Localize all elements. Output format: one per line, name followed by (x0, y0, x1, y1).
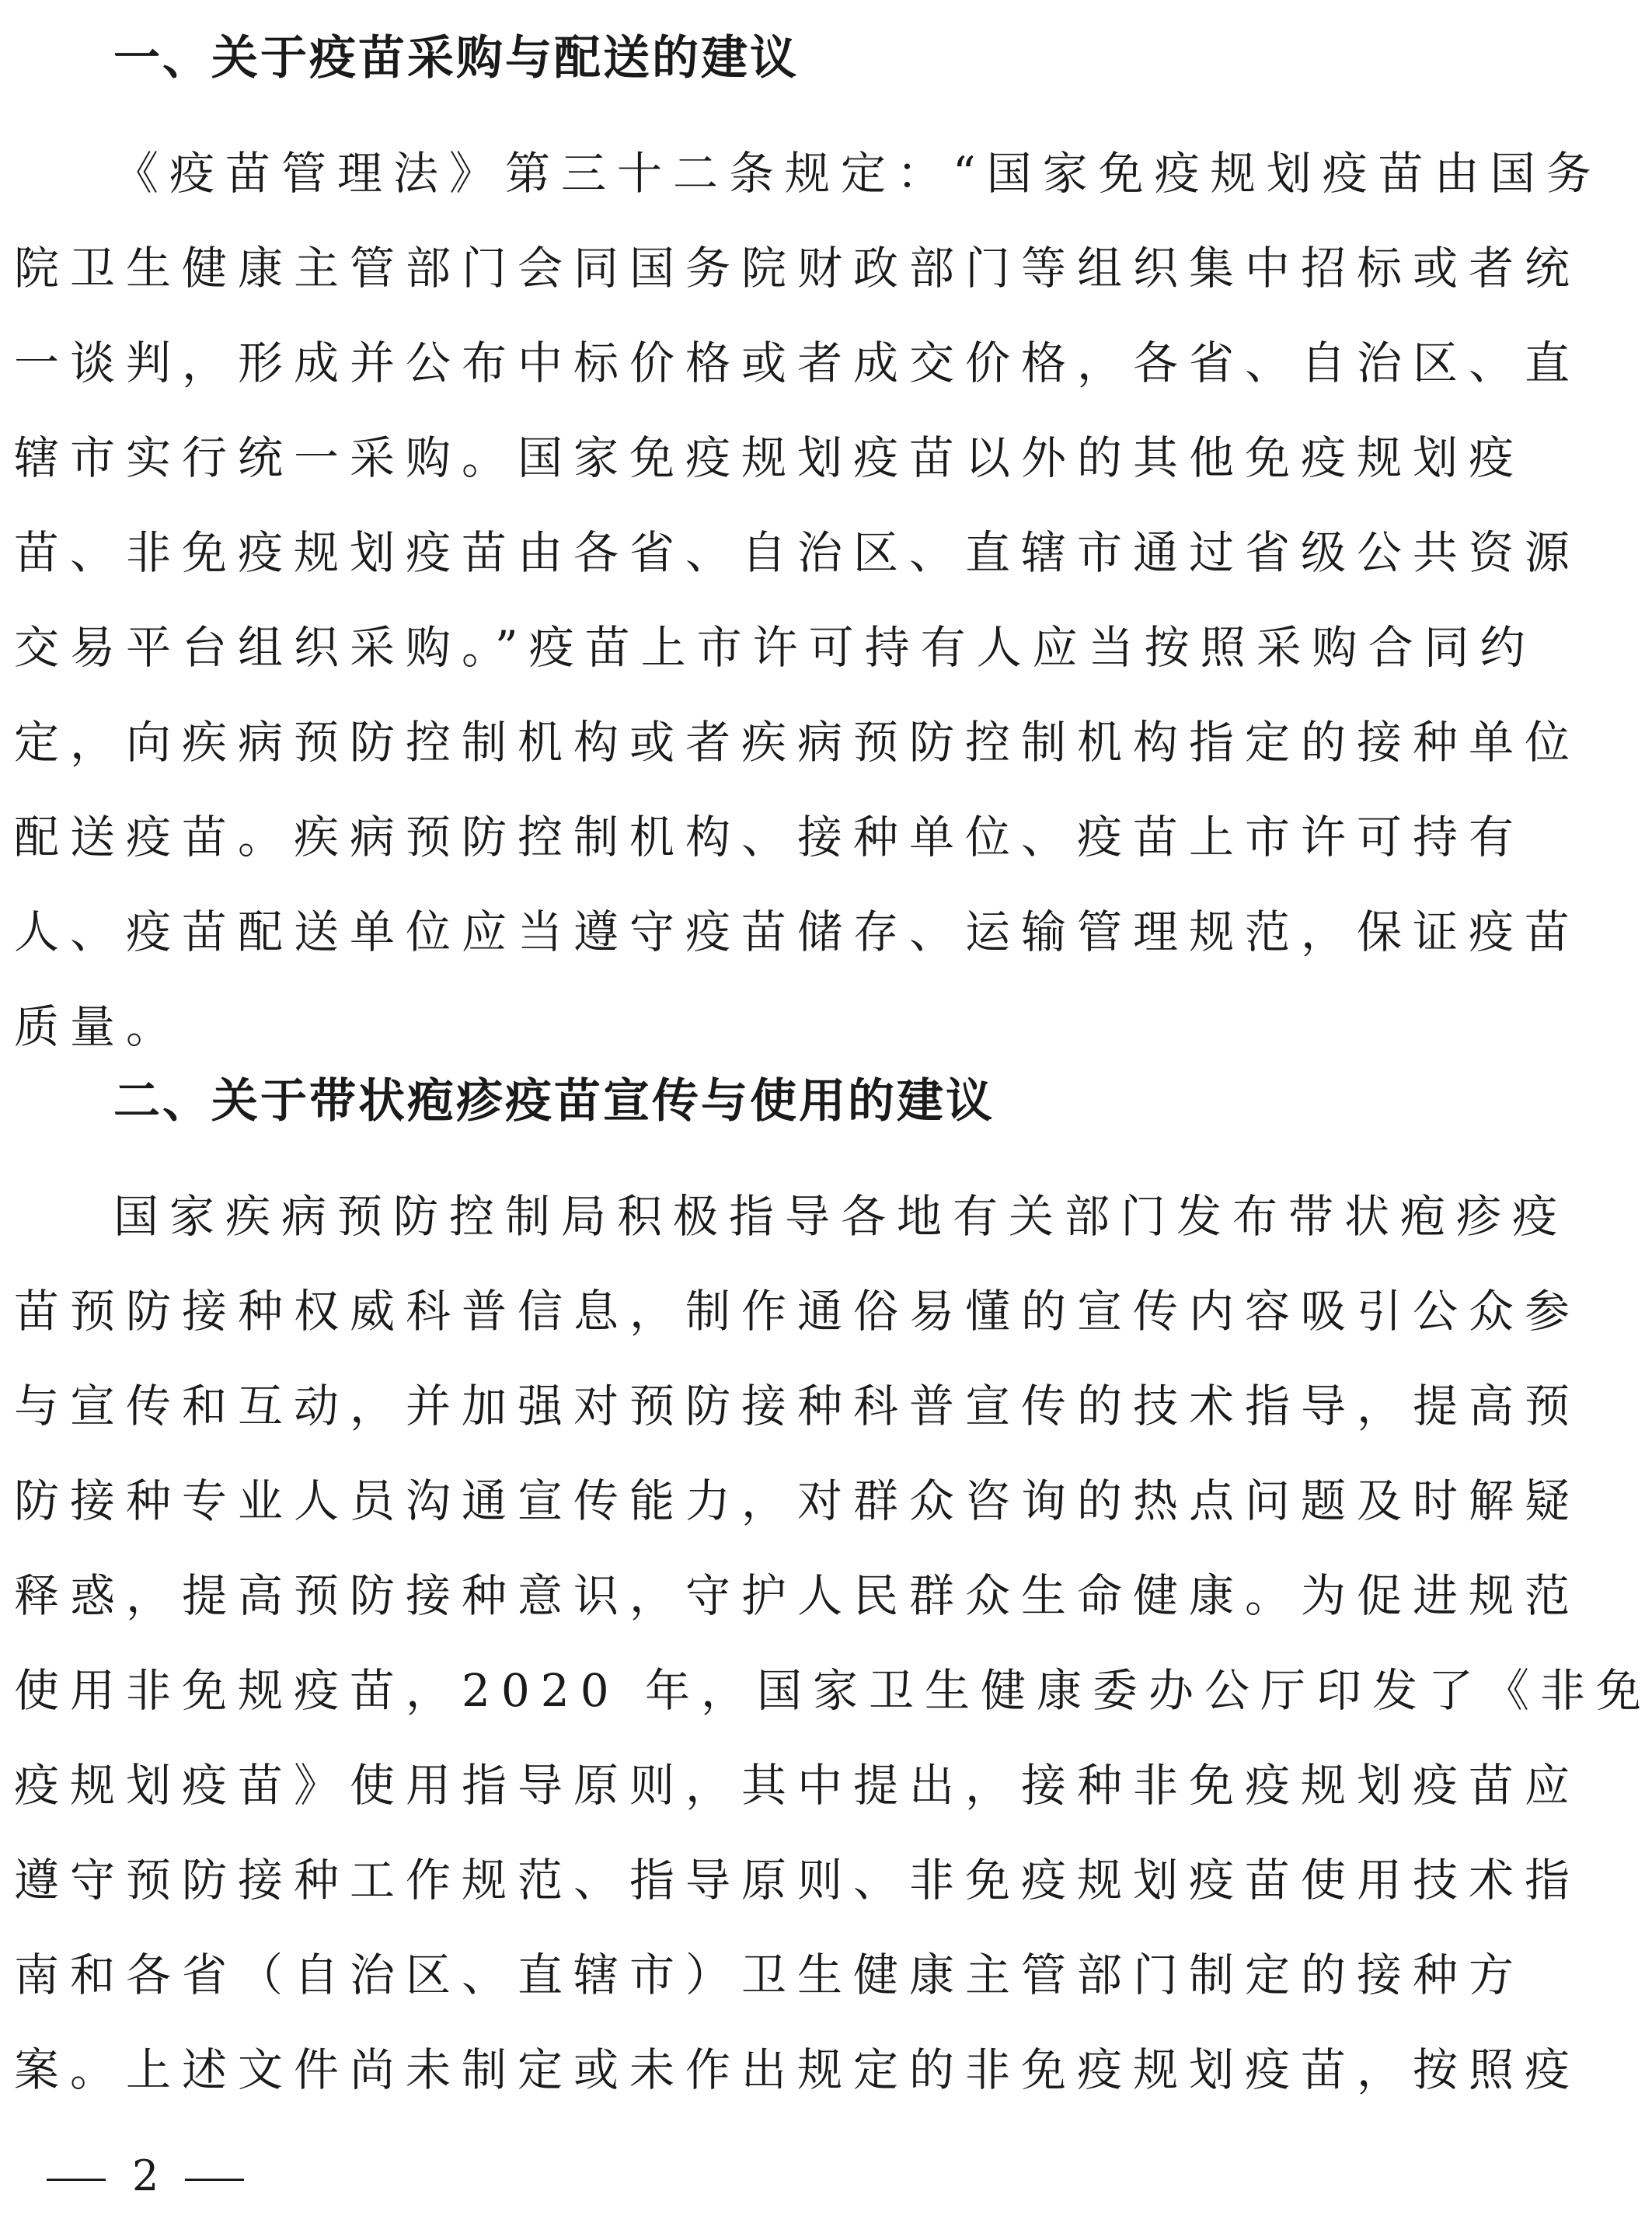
paragraph-line: 《疫苗管理法》第三十二条规定：“国家免疫规划疫苗由国务 (113, 147, 1602, 200)
paragraph-line: 质量。 (14, 1000, 183, 1053)
paragraph-line: 与宣传和互动，并加强对预防接种科普宣传的技术指导，提高预 (14, 1380, 1581, 1432)
paragraph-line: 防接种专业人员沟通宣传能力，对群众咨询的热点问题及时解疑 (14, 1474, 1581, 1527)
paragraph-line: 国家疾病预防控制局积极指导各地有关部门发布带状疱疹疫 (113, 1190, 1569, 1243)
page-footer (47, 2149, 244, 2203)
paragraph-line: 配送疫苗。疾病预防控制机构、接种单位、疫苗上市许可持有 (14, 811, 1525, 864)
paragraph-line: 遵守预防接种工作规范、指导原则、非免疫规划疫苗使用技术指 (14, 1854, 1581, 1907)
paragraph-line: 交易平台组织采购。”疫苗上市许可持有人应当按照采购合同约 (14, 621, 1536, 674)
section-heading: 一、关于疫苗采购与配送的建议 (113, 31, 799, 85)
paragraph-line: 苗、非免疫规划疫苗由各省、自治区、直辖市通过省级公共资源 (14, 526, 1581, 579)
paragraph-line: 一谈判，形成并公布中标价格或者成交价格，各省、自治区、直 (14, 337, 1581, 389)
section-shingles-vaccine (14, 1074, 1652, 2117)
section-procurement (14, 31, 1602, 1074)
paragraph-line: 辖市实行统一采购。国家免疫规划疫苗以外的其他免疫规划疫 (14, 431, 1525, 484)
paragraph (14, 1169, 1652, 2117)
paragraph-line: 院卫生健康主管部门会同国务院财政部门等组织集中招标或者统 (14, 242, 1581, 295)
paragraph-line: 定，向疾病预防控制机构或者疾病预防控制机构指定的接种单位 (14, 716, 1581, 769)
paragraph-line: 使用非免规疫苗，2020 年，国家卫生健康委办公厅印发了《非免 (14, 1664, 1652, 1717)
paragraph-line: 案。上述文件尚未制定或未作出规定的非免疫规划疫苗，按照疫 (14, 2043, 1581, 2096)
footer-dash-left (47, 2179, 106, 2181)
paragraph (14, 126, 1602, 1074)
paragraph-line: 南和各省（自治区、直辖市）卫生健康主管部门制定的接种方 (14, 1949, 1525, 2001)
section-heading: 二、关于带状疱疹疫苗宣传与使用的建议 (113, 1074, 995, 1129)
paragraph-line: 释惑，提高预防接种意识，守护人民群众生命健康。为促进规范 (14, 1569, 1581, 1622)
footer-dash-right (185, 2179, 244, 2181)
paragraph-line: 疫规划疫苗》使用指导原则，其中提出，接种非免疫规划疫苗应 (14, 1759, 1581, 1812)
paragraph-line: 苗预防接种权威科普信息，制作通俗易懂的宣传内容吸引公众参 (14, 1285, 1581, 1338)
page-number: 2 (132, 2151, 159, 2200)
paragraph-line: 人、疫苗配送单位应当遵守疫苗储存、运输管理规范，保证疫苗 (14, 905, 1581, 958)
document-body (14, 31, 1652, 2117)
